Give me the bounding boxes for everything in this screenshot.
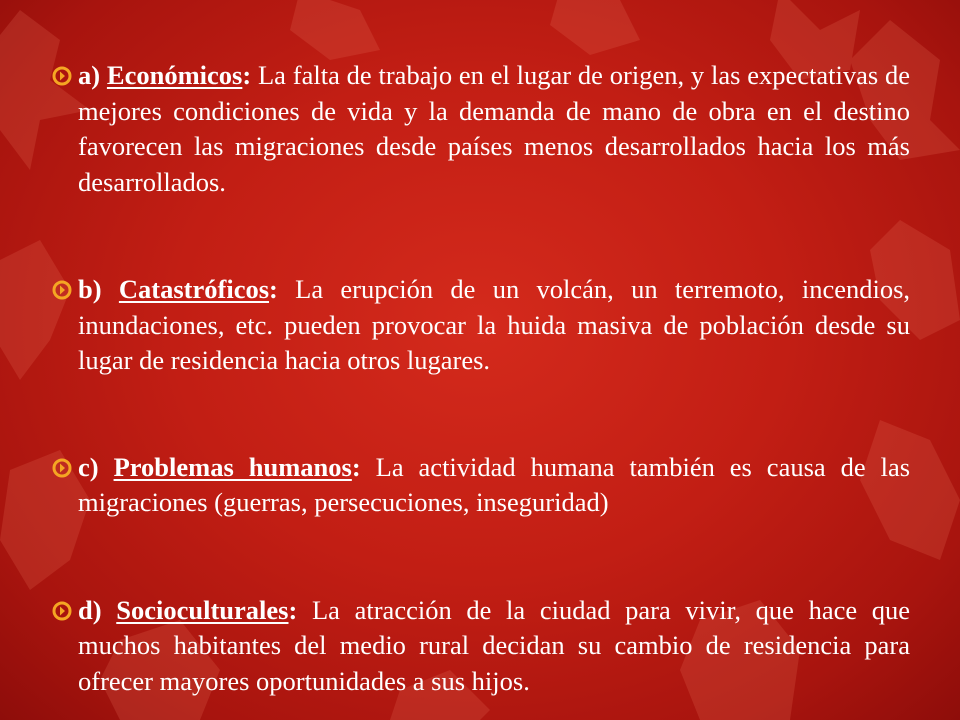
list-item-economicos bbox=[52, 58, 910, 200]
item-text: La falta de trabajo en el lugar de origen, y las expectativas de mejores condiciones de vida y la demanda de mano de obra en el destino favorecen las migraciones desde países menos desarrollados hacia los más desarrollados. bbox=[78, 60, 911, 197]
leaf-shape bbox=[290, 0, 380, 60]
circled-arrow-right-icon bbox=[52, 601, 72, 621]
circled-arrow-right-icon bbox=[52, 458, 72, 478]
item-text: La erupción de un volcán, un terremoto, incendios, inundaciones, etc. pueden provocar la huida masiva de población desde su lugar de residencia hacia otros lugares. bbox=[78, 274, 911, 375]
item-title: Socioculturales bbox=[116, 594, 289, 625]
item-text: La actividad humana también es causa de las migraciones (guerras, persecuciones, inseguridad) bbox=[78, 451, 911, 517]
item-title: Catastróficos bbox=[118, 274, 270, 304]
slide-content bbox=[52, 58, 910, 699]
circled-arrow-right-icon bbox=[52, 280, 72, 300]
leaf-shape bbox=[550, 0, 640, 55]
item-title: Económicos bbox=[106, 60, 243, 90]
item-label: a) Económicos: bbox=[78, 60, 252, 90]
item-label: d) Socioculturales: bbox=[78, 594, 298, 625]
circled-arrow-right-icon bbox=[52, 66, 72, 86]
item-label: b) Catastróficos: bbox=[78, 274, 278, 304]
list-item-problemas-humanos bbox=[52, 450, 910, 521]
list-item-socioculturales bbox=[52, 593, 910, 700]
item-title: Problemas humanos bbox=[113, 451, 352, 482]
item-text: La atracción de la ciudad para vivir, que hace que muchos habitantes del medio rural decidan su cambio de residencia para ofrecer mayores oportunidades a sus hijos. bbox=[78, 594, 911, 696]
list-item-catastroficos bbox=[52, 272, 910, 379]
item-label: c) Problemas humanos: bbox=[78, 451, 361, 482]
